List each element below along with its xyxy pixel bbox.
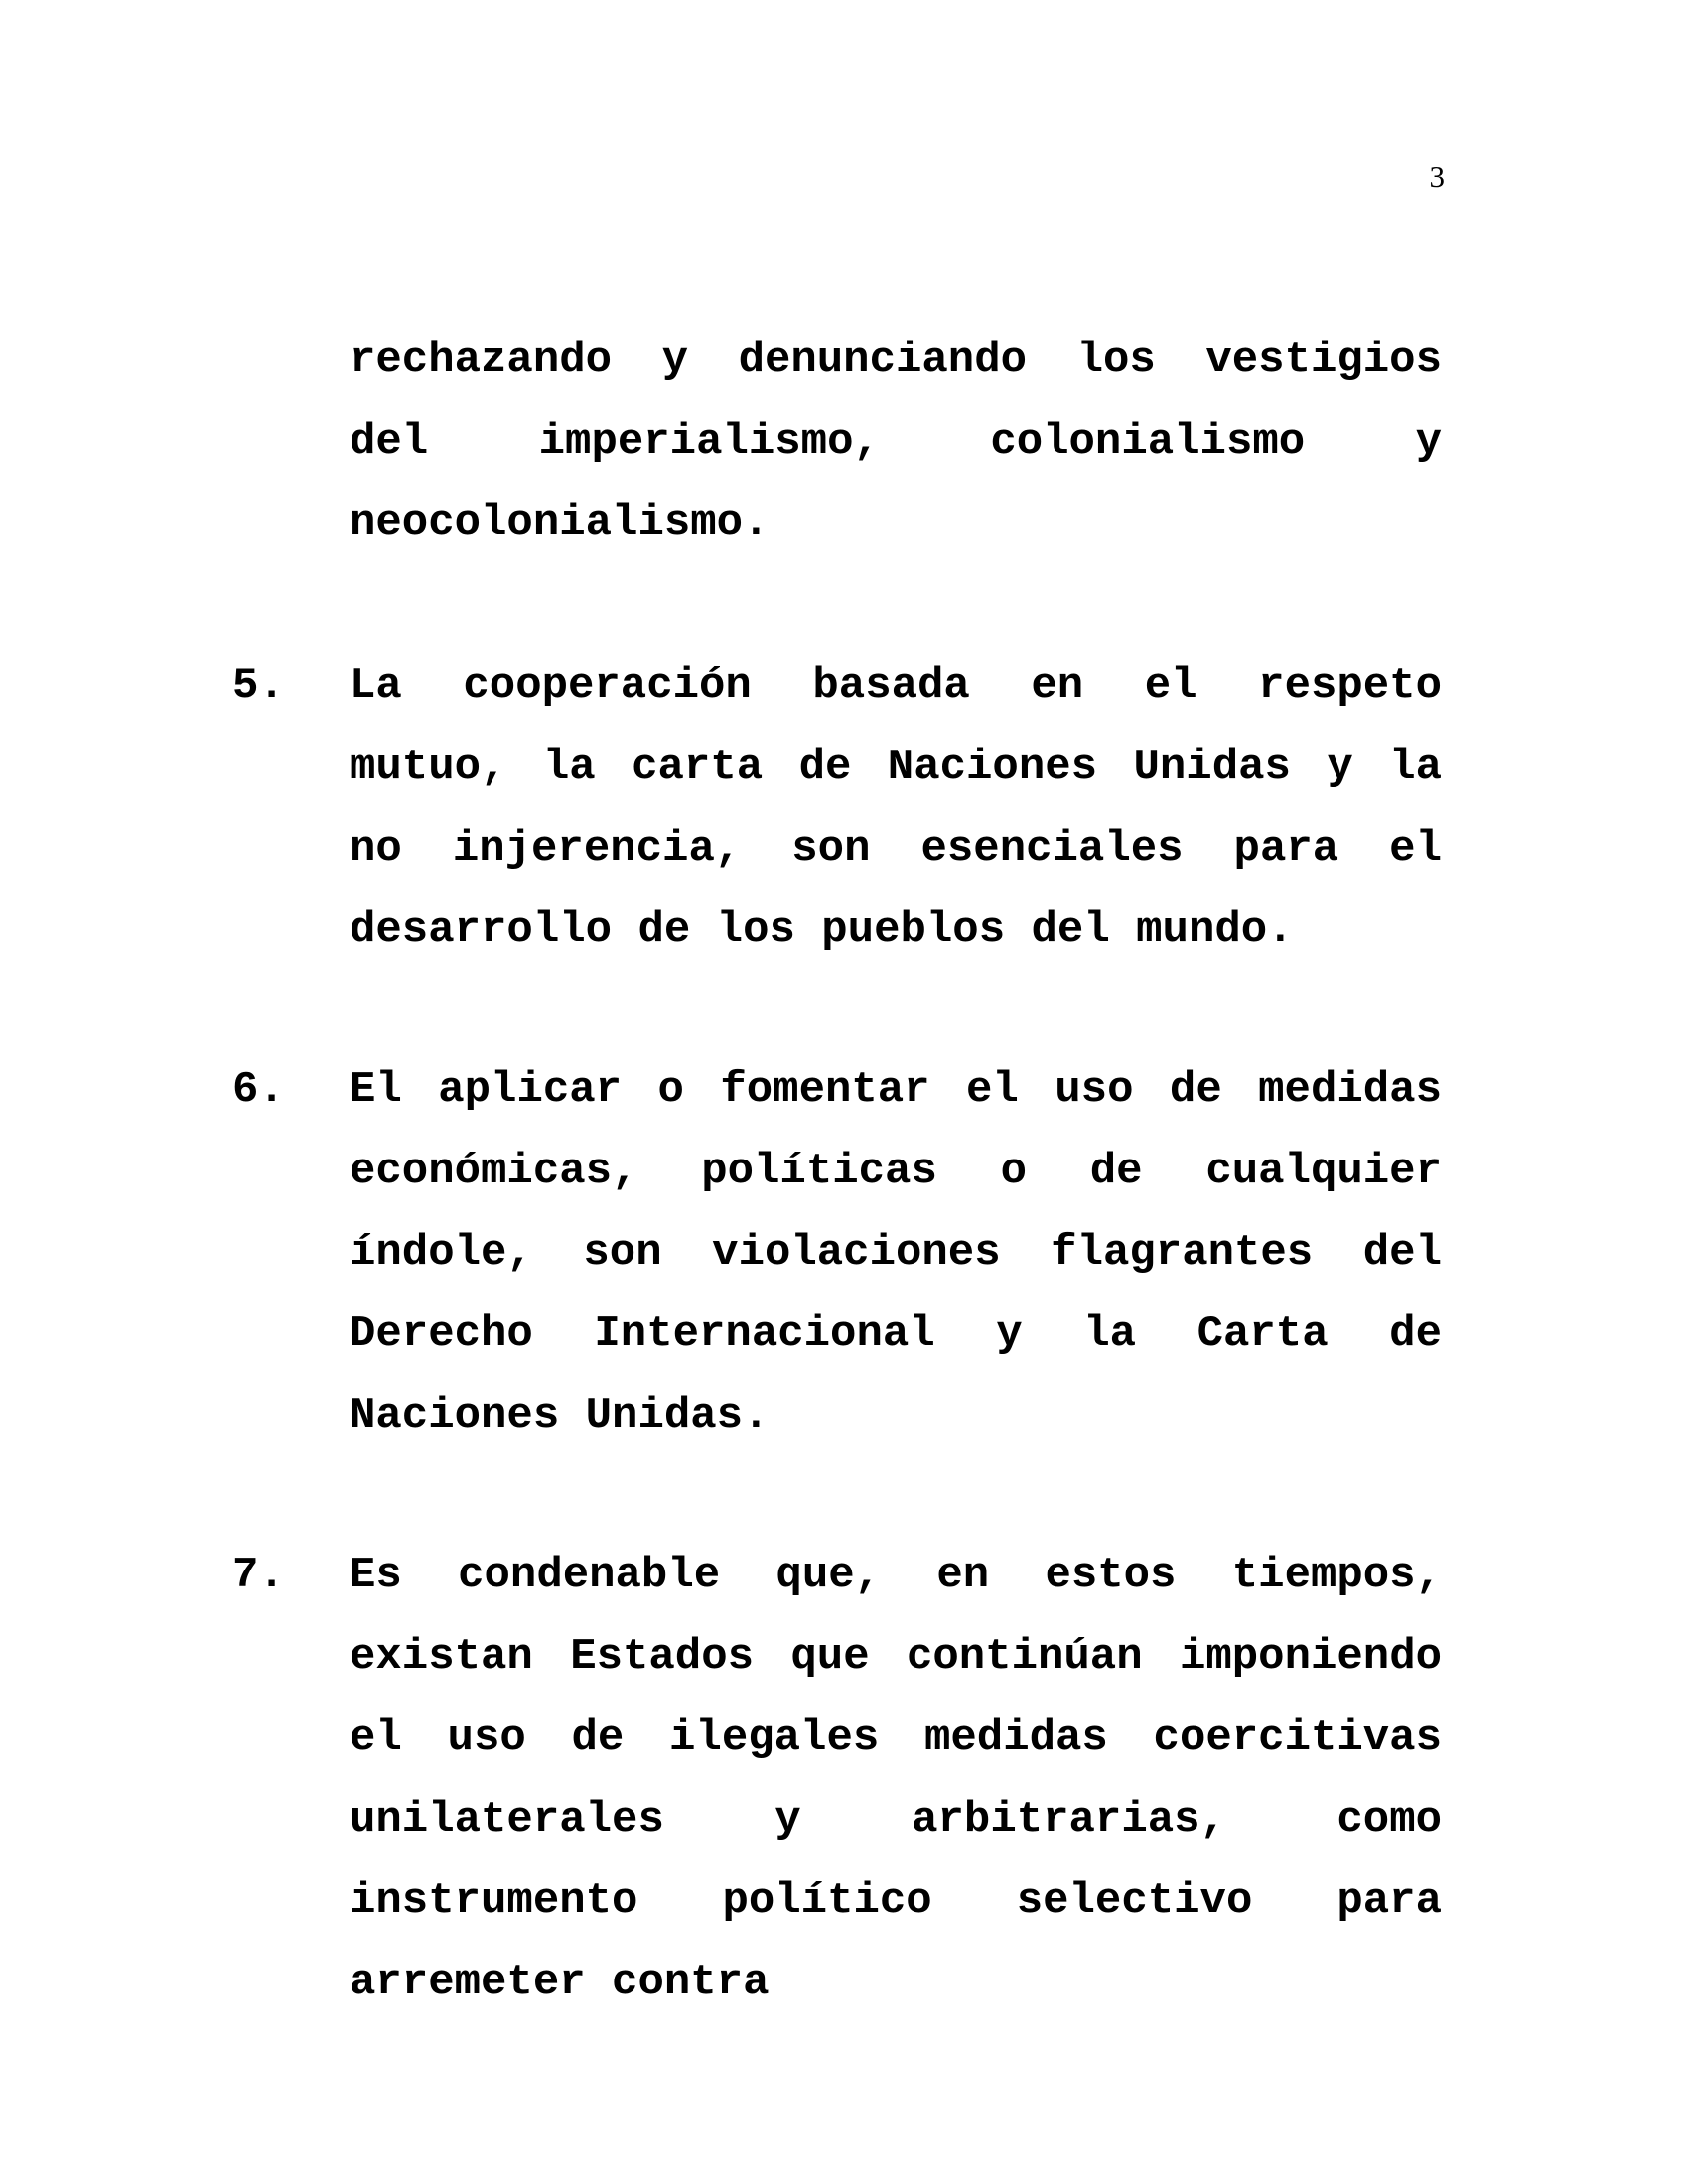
page-number: 3 — [1429, 159, 1445, 194]
continuation-paragraph: rechazando y denunciando los vestigios del imperialismo, colonialismo y neocolonialismo. — [350, 336, 1442, 548]
list-item-number: 7. — [232, 1551, 285, 1600]
list-item-text: El aplicar o fomentar el uso de medidas económicas, políticas o de cualquier índole, son violaciones flagrantes del Derecho Internacional y la Carta de Naciones Unidas. — [350, 1065, 1442, 1440]
list-item-number: 5. — [232, 661, 285, 711]
list-item-number: 6. — [232, 1065, 285, 1115]
list-item-text: Es condenable que, en estos tiempos, existan Estados que continúan imponiendo el uso de ilegales medidas coercitivas unilaterales y arbitrarias, como instrumento político selectivo para arremeter contra — [350, 1551, 1442, 2007]
list-item-text: La cooperación basada en el respeto mutuo, la carta de Naciones Unidas y la no injerencia, son esenciales para el desarrollo de los pueblos del mundo. — [350, 661, 1442, 955]
